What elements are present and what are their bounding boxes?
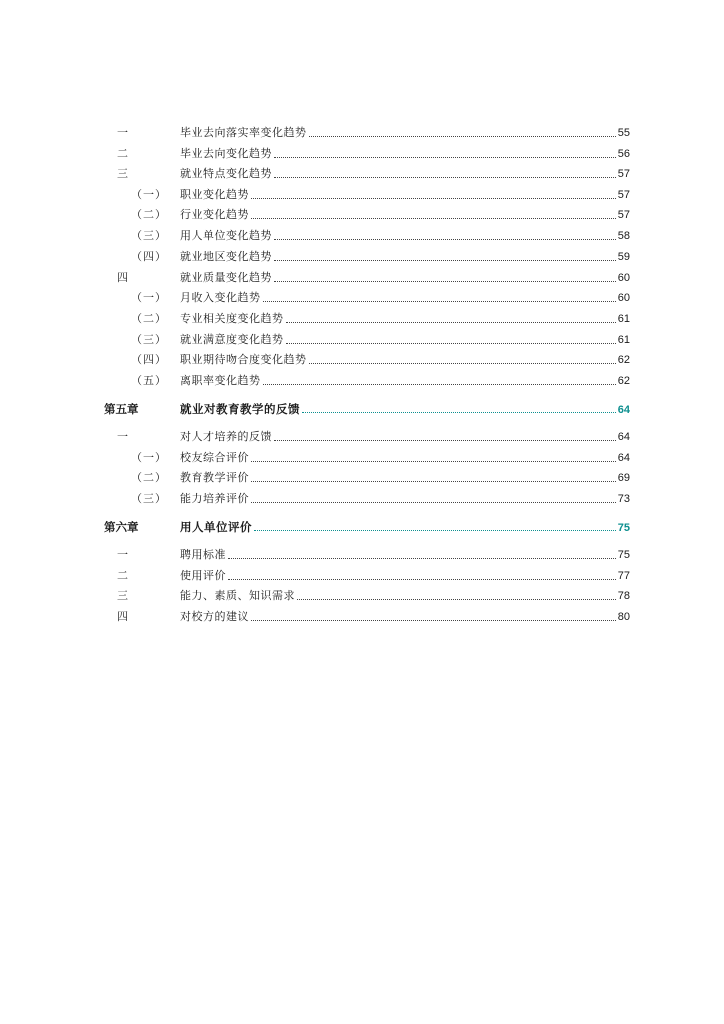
toc-entry[interactable]: [0, 247, 724, 267]
toc-entry-page: 57: [617, 189, 630, 201]
toc-entry-number: 四: [117, 610, 128, 623]
toc-entry-title: 就业特点变化趋势: [180, 167, 272, 180]
toc-entry-number: （一）: [131, 291, 167, 304]
toc-entry-page: 60: [617, 292, 630, 304]
toc-entry[interactable]: [0, 309, 724, 329]
toc-entry[interactable]: [0, 226, 724, 246]
toc-entry-number: 一: [117, 548, 128, 561]
dot-leader: [274, 176, 616, 178]
toc-entry[interactable]: [0, 164, 724, 184]
dot-leader: [263, 383, 616, 385]
toc-entry-page: 58: [617, 230, 630, 242]
toc-entry[interactable]: [0, 350, 724, 370]
dot-leader: [309, 362, 616, 364]
toc-entry-title: 离职率变化趋势: [180, 374, 261, 387]
toc-entry-page: 77: [617, 570, 630, 582]
dot-leader: [254, 529, 616, 531]
dot-leader: [286, 321, 616, 323]
toc-entry[interactable]: [0, 144, 724, 164]
dot-leader: [228, 557, 616, 559]
toc-entry-number: （三）: [131, 492, 167, 505]
toc-entry-title: 聘用标准: [180, 548, 226, 561]
toc-entry-number: （二）: [131, 471, 167, 484]
toc-entry[interactable]: [0, 268, 724, 288]
chapter-title: 就业对教育教学的反馈: [180, 402, 300, 416]
toc-entry-title: 专业相关度变化趋势: [180, 312, 284, 325]
toc-entry-title: 能力培养评价: [180, 492, 249, 505]
toc-entry[interactable]: [0, 468, 724, 488]
toc-entry-number: 一: [117, 126, 128, 139]
toc-entry-page: 57: [617, 168, 630, 180]
toc-entry-page: 78: [617, 590, 630, 602]
dot-leader: [263, 300, 616, 302]
dot-leader: [274, 280, 616, 282]
chapter-number: 第五章: [104, 402, 139, 416]
toc-entry[interactable]: [0, 448, 724, 468]
chapter-number: 第六章: [104, 520, 139, 534]
toc-entry-number: 二: [117, 147, 128, 160]
toc-entry-page: 56: [617, 148, 630, 160]
toc-entry-number: （三）: [131, 333, 167, 346]
toc-entry-page: 57: [617, 209, 630, 221]
toc-entry-title: 对人才培养的反馈: [180, 430, 272, 443]
dot-leader: [251, 217, 616, 219]
toc-entry[interactable]: [0, 371, 724, 391]
dot-leader: [309, 135, 616, 137]
toc-entry[interactable]: [0, 185, 724, 205]
toc-entry-number: 一: [117, 430, 128, 443]
toc-entry-title: 教育教学评价: [180, 471, 249, 484]
dot-leader: [286, 342, 616, 344]
chapter-page: 64: [617, 404, 630, 416]
toc-chapter[interactable]: [0, 517, 724, 537]
toc-entry[interactable]: [0, 123, 724, 143]
toc-entry-number: 二: [117, 569, 128, 582]
toc-entry-page: 64: [617, 452, 630, 464]
toc-entry-page: 62: [617, 354, 630, 366]
toc-entry[interactable]: [0, 607, 724, 627]
toc-entry-title: 职业变化趋势: [180, 188, 249, 201]
toc-entry-page: 61: [617, 313, 630, 325]
toc-entry[interactable]: [0, 545, 724, 565]
toc-entry-number: （三）: [131, 229, 167, 242]
toc-entry-page: 61: [617, 334, 630, 346]
toc-entry[interactable]: [0, 566, 724, 586]
toc-entry[interactable]: [0, 427, 724, 447]
toc-entry-number: （四）: [131, 250, 167, 263]
toc-entry-title: 月收入变化趋势: [180, 291, 261, 304]
toc-entry-number: 三: [117, 167, 128, 180]
toc-entry[interactable]: [0, 330, 724, 350]
dot-leader: [274, 238, 616, 240]
dot-leader: [251, 460, 616, 462]
toc-entry-title: 使用评价: [180, 569, 226, 582]
toc-entry-page: 60: [617, 272, 630, 284]
toc-entry-number: 四: [117, 271, 128, 284]
toc-entry-title: 就业满意度变化趋势: [180, 333, 284, 346]
toc-entry[interactable]: [0, 489, 724, 509]
dot-leader: [228, 578, 616, 580]
toc-entry-page: 59: [617, 251, 630, 263]
toc-entry-number: 三: [117, 589, 128, 602]
toc-entry-number: （一）: [131, 451, 167, 464]
chapter-title: 用人单位评价: [180, 520, 252, 534]
toc-entry-title: 就业质量变化趋势: [180, 271, 272, 284]
toc-entry-title: 用人单位变化趋势: [180, 229, 272, 242]
toc-entry[interactable]: [0, 586, 724, 606]
toc-entry-number: （四）: [131, 353, 167, 366]
toc-entry-number: （二）: [131, 312, 167, 325]
toc-entry-title: 职业期待吻合度变化趋势: [180, 353, 307, 366]
dot-leader: [274, 156, 616, 158]
toc-entry-page: 75: [617, 549, 630, 561]
dot-leader: [251, 480, 616, 482]
chapter-page: 75: [617, 522, 630, 534]
dot-leader: [297, 598, 616, 600]
toc-entry[interactable]: [0, 205, 724, 225]
toc-entry-number: （五）: [131, 374, 167, 387]
toc-entry-page: 80: [617, 611, 630, 623]
toc-entry-page: 64: [617, 431, 630, 443]
toc-entry-title: 对校方的建议: [180, 610, 249, 623]
toc-entry-title: 校友综合评价: [180, 451, 249, 464]
dot-leader: [274, 259, 616, 261]
dot-leader: [274, 439, 616, 441]
toc-entry-title: 毕业去向落实率变化趋势: [180, 126, 307, 139]
toc-entry-page: 73: [617, 493, 630, 505]
toc-entry-title: 毕业去向变化趋势: [180, 147, 272, 160]
toc-entry-page: 69: [617, 472, 630, 484]
toc-entry-number: （一）: [131, 188, 167, 201]
dot-leader: [251, 197, 616, 199]
dot-leader: [251, 501, 616, 503]
toc-entry-title: 行业变化趋势: [180, 208, 249, 221]
toc-chapter[interactable]: [0, 399, 724, 419]
toc-entry-title: 能力、素质、知识需求: [180, 589, 295, 602]
toc-entry-page: 55: [617, 127, 630, 139]
toc-entry[interactable]: [0, 288, 724, 308]
toc-entry-number: （二）: [131, 208, 167, 221]
dot-leader: [302, 411, 616, 413]
toc-entry-title: 就业地区变化趋势: [180, 250, 272, 263]
toc-entry-page: 62: [617, 375, 630, 387]
dot-leader: [251, 619, 616, 621]
